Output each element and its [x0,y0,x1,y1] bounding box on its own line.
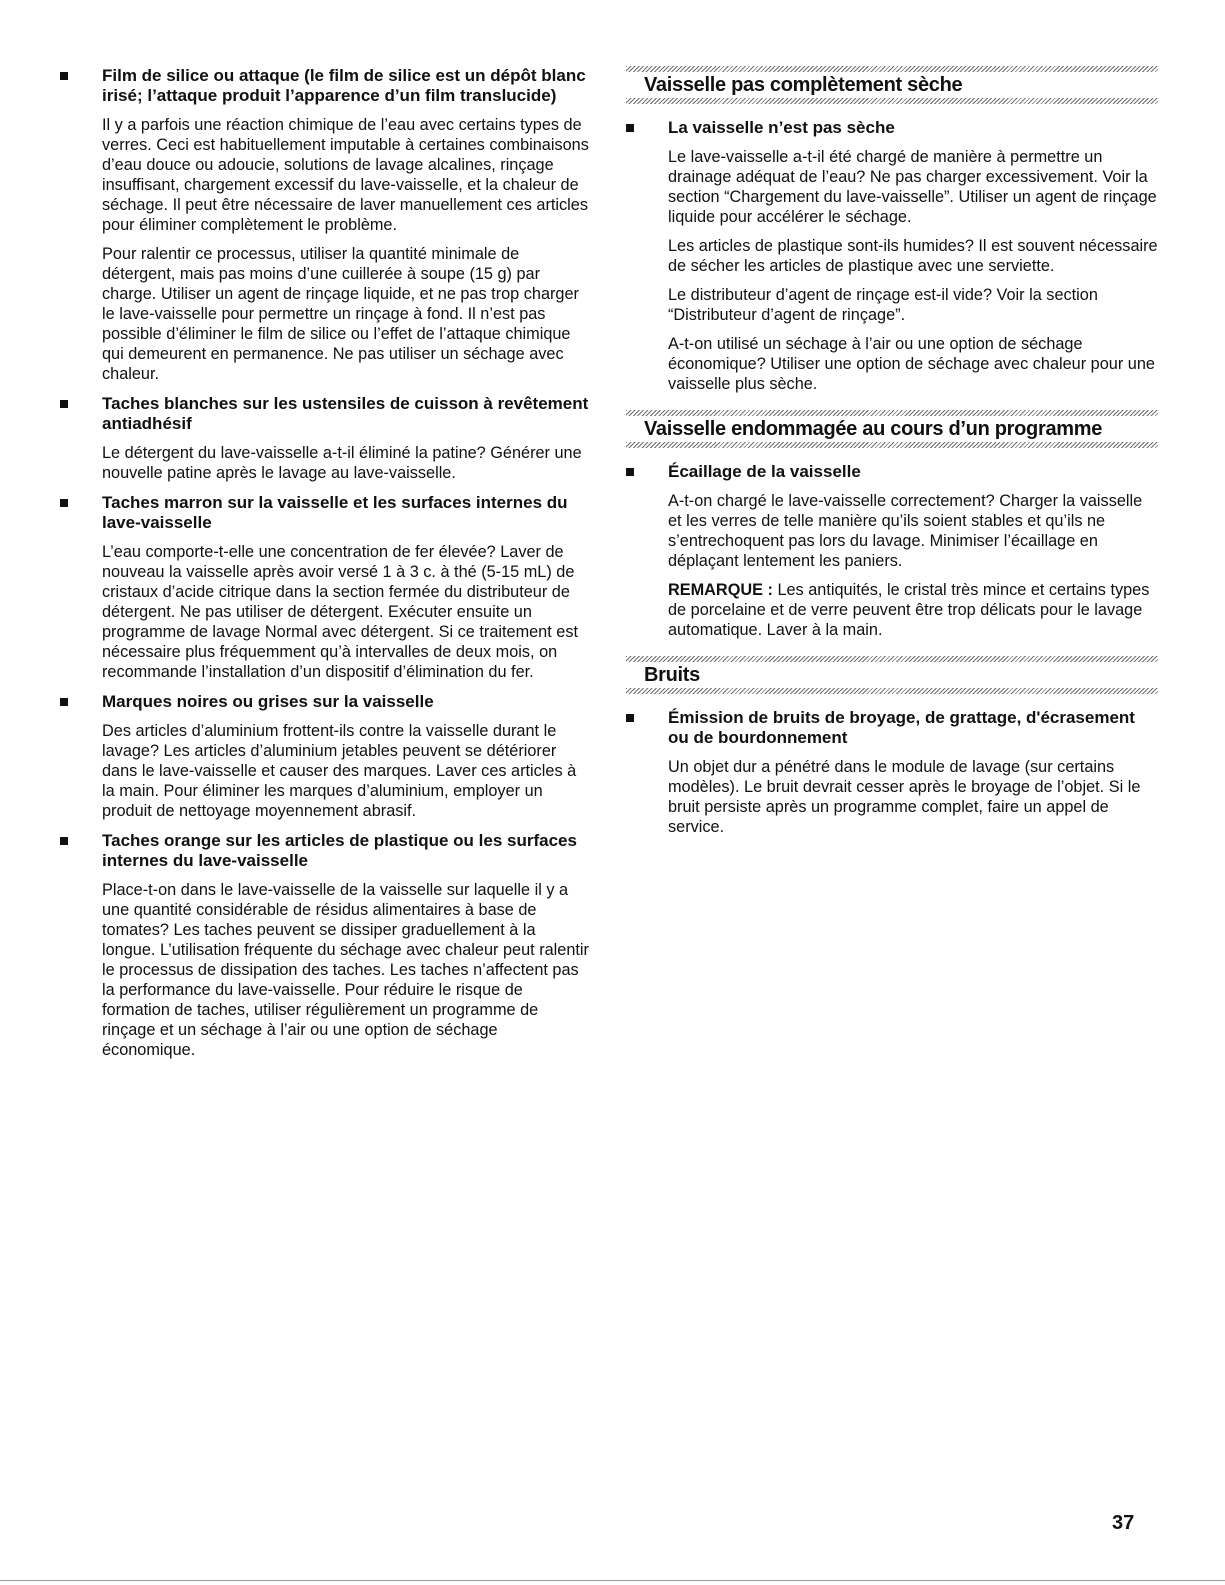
troubleshoot-item-noise [626,708,1158,837]
troubleshoot-item-silica-film [60,66,590,384]
left-column [60,66,590,1060]
bullet-square-icon [60,400,68,408]
section-damaged-dishes [626,410,1158,640]
item-title: Taches marron sur la vaisselle et les surfaces internes du lave-vaisselle [102,493,568,532]
troubleshoot-item-brown-stains [60,493,590,682]
page-number: 37 [1112,1512,1135,1534]
section-divider [626,442,1158,448]
bullet-square-icon [626,124,634,132]
note-text: Les antiquités, le cristal très mince et certains types de porcelaine et de verre peuvent être trop délicats pour le lavage automatique. Laver à la main. [668,581,1150,639]
bullet-square-icon [60,72,68,80]
section-heading: Vaisselle pas complètement sèche [644,74,963,96]
section-heading: Vaisselle endommagée au cours d’un programme [644,418,1103,440]
bullet-square-icon [626,468,634,476]
item-paragraph: Place-t-on dans le lave-vaisselle de la vaisselle sur laquelle il y a une quantité considérable de résidus alimentaires à base de tomates? Les taches peuvent se dissiper graduellement à la longue. L’utilisation fréquente du séchage avec chaleur peut ralentir le processus de dissipation des taches. Les taches n’affectent pas la performance du lave-vaisselle. Pour réduire le risque de formation de taches, utiliser régulièrement un programme de rinçage et un séchage à l’air ou une option de séchage économique. [102,881,589,1059]
troubleshoot-item-black-marks [60,692,590,821]
troubleshoot-item-white-spots [60,394,590,483]
item-paragraph: A-t-on utilisé un séchage à l’air ou une option de séchage économique? Utiliser une option de séchage avec chaleur pour une vaisselle plus sèche. [668,335,1155,393]
bottom-rule [0,1580,1225,1581]
item-paragraph: Il y a parfois une réaction chimique de l’eau avec certains types de verres. Ceci est habituellement imputable à certaines combinaisons d’eau douce ou adoucie, solutions de lavage alcalines, rinçage insuffisant, chargement excessif du lave-vaisselle, et la chaleur de séchage. Il peut être nécessaire de laver manuellement ces articles pour éliminer complètement le problème. [102,116,589,234]
item-title: Film de silice ou attaque (le film de silice est un dépôt blanc irisé; l’attaque produit l’apparence d’un film translucide) [102,66,586,105]
bullet-square-icon [60,499,68,507]
note-label: REMARQUE : [668,581,773,599]
item-title: Taches orange sur les articles de plastique ou les surfaces internes du lave-vaisselle [102,831,577,870]
item-paragraph: Un objet dur a pénétré dans le module de lavage (sur certains modèles). Le bruit devrait cesser après le broyage de l’objet. Si le bruit persiste après un programme complet, faire un appel de service. [668,758,1141,836]
item-paragraph: Des articles d’aluminium frottent-ils contre la vaisselle durant le lavage? Les articles d’aluminium jetables peuvent se détériorer dans le lave-vaisselle et causer des marques. Laver ces articles à la main. Pour éliminer les marques d’aluminium, employer un produit de nettoyage moyennement abrasif. [102,722,577,820]
item-title: Écaillage de la vaisselle [668,462,861,481]
item-title: Émission de bruits de broyage, de grattage, d'écrasement ou de bourdonnement [668,708,1135,747]
troubleshoot-item-orange-stains [60,831,590,1060]
right-column [626,66,1158,837]
item-title: Taches blanches sur les ustensiles de cuisson à revêtement antiadhésif [102,394,589,433]
bullet-square-icon [60,698,68,706]
section-noises [626,656,1158,837]
bullet-square-icon [626,714,634,722]
bullet-square-icon [60,837,68,845]
troubleshoot-item-not-dry [626,118,1158,394]
item-title: La vaisselle n’est pas sèche [668,118,895,137]
item-paragraph: Le détergent du lave-vaisselle a-t-il éliminé la patine? Générer une nouvelle patine après le lavage au lave-vaisselle. [102,444,582,482]
item-paragraph: A-t-on chargé le lave-vaisselle correctement? Charger la vaisselle et les verres de telle manière qu’ils soient stables et qu’ils ne s’entrechoquent pas lors du lavage. Minimiser l’écaillage en déplaçant lentement les paniers. [668,492,1143,570]
item-paragraph: Le distributeur d’agent de rinçage est-il vide? Voir la section “Distributeur d’agent de rinçage”. [668,286,1098,324]
section-divider [626,688,1158,694]
section-divider [626,98,1158,104]
item-paragraph: L’eau comporte-t-elle une concentration de fer élevée? Laver de nouveau la vaisselle après avoir versé 1 à 3 c. à thé (5-15 mL) de cristaux d’acide citrique dans la section fermée du distributeur de détergent. Ne pas utiliser de détergent. Exécuter ensuite un programme de lavage Normal avec détergent. Si ce traitement est nécessaire plus fréquemment qu’à intervalles de deux mois, on recommande l’installation d’un dispositif d’élimination du fer. [102,543,579,681]
note-paragraph [668,580,1158,640]
item-paragraph: Le lave-vaisselle a-t-il été chargé de manière à permettre un drainage adéquat de l’eau? Ne pas charger excessivement. Voir la section “Chargement du lave-vaisselle”. Utiliser un agent de rinçage liquide pour accélérer le séchage. [668,148,1157,226]
item-title: Marques noires ou grises sur la vaisselle [102,692,434,711]
troubleshoot-item-chipping [626,462,1158,640]
item-paragraph: Les articles de plastique sont-ils humides? Il est souvent nécessaire de sécher les articles de plastique avec une serviette. [668,237,1158,275]
section-dishes-not-dry [626,66,1158,394]
item-paragraph: Pour ralentir ce processus, utiliser la quantité minimale de détergent, mais pas moins d’une cuillerée à soupe (15 g) par charge. Utiliser un agent de rinçage liquide, et ne pas trop charger le lave-vaisselle pour permettre un rinçage à fond. Il n’est pas possible d’éliminer le film de silice ou l’effet de l’attaque chimique qui demeurent en permanence. Ne pas utiliser un séchage avec chaleur. [102,245,579,383]
section-heading: Bruits [644,664,700,686]
